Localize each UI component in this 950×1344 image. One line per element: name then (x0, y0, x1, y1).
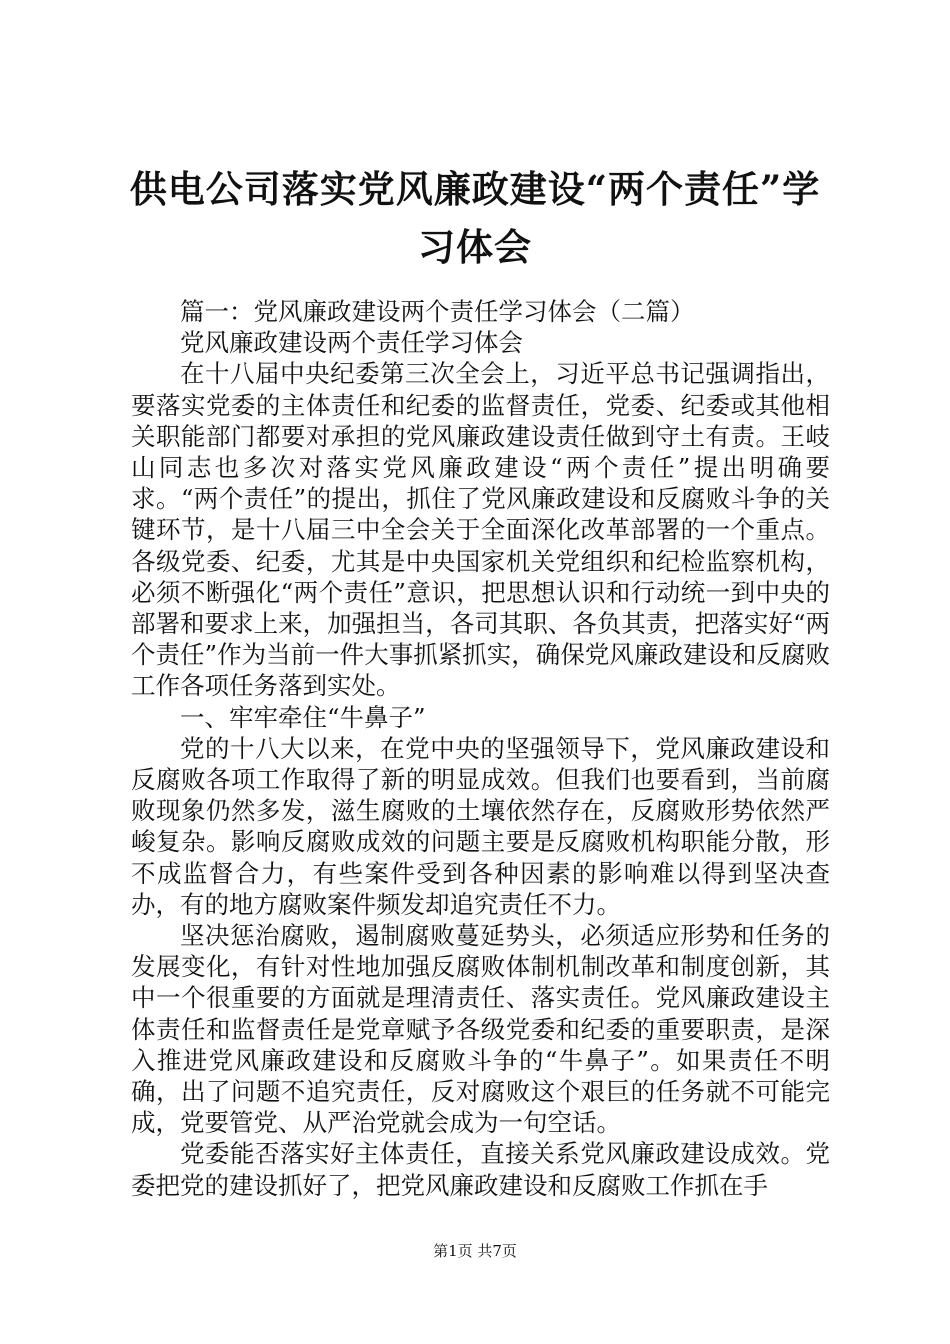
paragraph: 党委能否落实好主体责任，直接关系党风廉政建设成效。党委把党的建设抓好了，把党风廉政建设和反腐败工作抓在手 (131, 1139, 830, 1200)
subheading: 党风廉政建设两个责任学习体会 (180, 328, 523, 358)
document-body (131, 296, 830, 1201)
paragraph: 党的十八大以来，在党中央的坚强领导下，党风廉政建设和反腐败各项工作取得了新的明显成效。但我们也要看到，当前腐败现象仍然多发，滋生腐败的土壤依然存在，反腐败形势依然严峻复杂。影响反腐败成效的问题主要是反腐败机构职能分散，形不成监督合力，有些案件受到各种因素的影响难以得到坚决查办，有的地方腐败案件频发却追究责任不力。 (131, 733, 830, 919)
page-number: 第1页 共7页 (433, 1242, 517, 1260)
paragraph: 坚决惩治腐败，遏制腐败蔓延势头，必须适应形势和任务的发展变化，有针对性地加强反腐败体制机制改革和制度创新，其中一个很重要的方面就是理清责任、落实责任。党风廉政建设主体责任和监督责任是党章赋予各级党委和纪委的重要职责，是深入推进党风廉政建设和反腐败斗争的“牛鼻子”。如果责任不明确，出了问题不追究责任，反对腐败这个艰巨的任务就不可能完成，党要管党、从严治党就会成为一句空话。 (131, 921, 830, 1138)
section-heading: 一、牢牢牵住“牛鼻子” (180, 702, 426, 732)
paragraph: 在十八届中央纪委第三次全会上，习近平总书记强调指出，要落实党委的主体责任和纪委的监督责任，党委、纪委或其他相关职能部门都要对承担的党风廉政建设责任做到守土有责。王岐山同志也多次对落实党风廉政建设“两个责任”提出明确要求。“两个责任”的提出，抓住了党风廉政建设和反腐败斗争的关键环节，是十八届三中全会关于全面深化改革部署的一个重点。各级党委、纪委，尤其是中央国家机关党组织和纪检监察机构，必须不断强化“两个责任”意识，把思想认识和行动统一到中央的部署和要求上来，加强担当，各司其职、各负其责，把落实好“两个责任”作为当前一件大事抓紧抓实，确保党风廉政建设和反腐败工作各项任务落到实处。 (131, 359, 830, 701)
document-title: 供电公司落实党风廉政建设“两个责任”学习体会 (129, 167, 821, 269)
section-heading: 篇一：党风廉政建设两个责任学习体会（二篇） (180, 297, 695, 326)
